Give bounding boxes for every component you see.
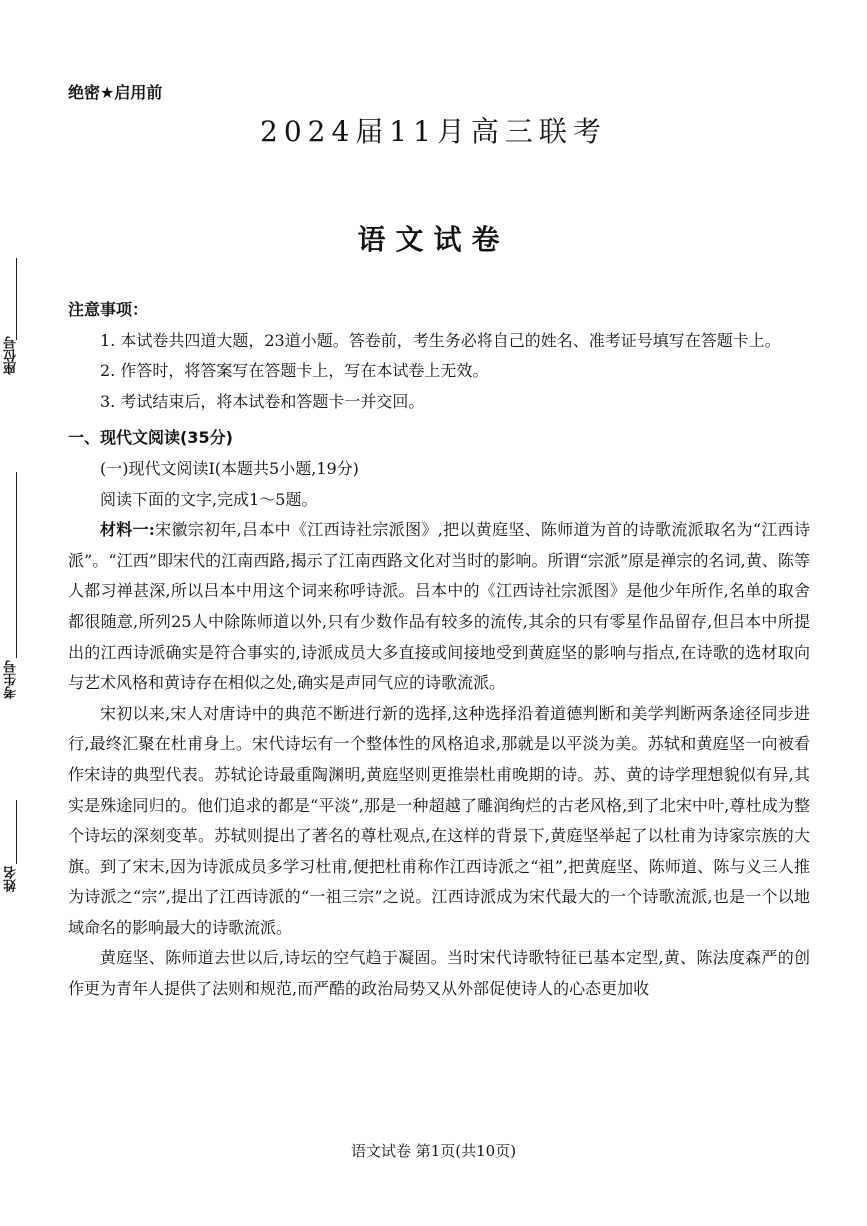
material-label: 材料一: xyxy=(100,520,155,540)
material-paragraph: 宋初以来,宋人对唐诗中的典范不断进行新的选择,这种选择沿着道德判断和美学判断两条途径同步进行,最终汇聚在杜甫身上。宋代诗坛有一个整体性的风格追求,那就是以平淡为美。苏轼和黄庭坚一向被看作宋诗的典型代表。苏轼论诗最重陶渊明,黄庭坚则更推崇杜甫晚期的诗。苏、黄的诗学理想貌似有异,其实是殊途同归的。他们追求的都是“平淡”,那是一种超越了雕润绚烂的古老风格,到了北宋中叶,尊杜成为整个诗坛的深刻变革。苏轼则提出了著名的尊杜观点,在这样的背景下,黄庭坚举起了以杜甫为诗家宗族的大旗。到了宋末,因为诗派成员多学习杜甫,便把杜甫称作江西诗派之“祖”,把黄庭坚、陈师道、陈与义三人推为诗派之“宗”,提出了江西诗派的“一祖三宗”之说。江西诗派成为宋代最大的一个诗歌流派,也是一个以地域命名的影响最大的诗歌流派。 xyxy=(68,703,810,937)
subject-title: 语文试卷 xyxy=(357,223,510,256)
examinee-number-label: 考生号 xyxy=(4,660,19,699)
page-footer: 语文试卷 第1页(共10页) xyxy=(350,1142,517,1160)
name-label: 姓名 xyxy=(4,866,19,892)
seat-number-label: 座位号 xyxy=(4,336,19,375)
name-line xyxy=(16,800,17,864)
notice-heading: 注意事项： xyxy=(68,300,149,319)
secret-label: 绝密★启用前 xyxy=(68,83,163,102)
notice-item: 2. 作答时，将答案写在答题卡上，写在本试卷上无效。 xyxy=(100,361,489,381)
exam-content xyxy=(68,295,810,1005)
exam-title: 2024届11月高三联考 xyxy=(260,115,607,148)
notice-item: 1. 本试卷共四道大题，23道小题。答卷前，考生务必将自己的姓名、准考证号填写在答题卡上。 xyxy=(100,330,781,350)
paragraph-text: 宋徽宗初年,吕本中《江西诗社宗派图》,把以黄庭坚、陈师道为首的诗歌流派取名为“江西诗派”。“江西”即宋代的江南西路,揭示了江南西路文化对当时的影响。所谓“宗派”原是禅宗的名词,黄、陈等人都习禅甚深,所以吕本中用这个词来称呼诗派。吕本中的《江西诗社宗派图》是他少年所作,名单的取舍都很随意,所列25人中除陈师道以外,只有少数作品有较多的流传,其余的只有零星作品留存,但吕本中所提出的江西诗派确实是符合事实的,诗派成员大多直接或间接地受到黄庭坚的影响与指点,在诗歌的选材取向与艺术风格和黄诗存在相似之处,确实是声同气应的诗歌流派。 xyxy=(68,520,810,693)
material-paragraph: 黄庭坚、陈师道去世以后,诗坛的空气趋于凝固。当时宋代诗歌特征已基本定型,黄、陈法度森严的创作更为青年人提供了法则和规范,而严酷的政治局势又从外部促使诗人的心态更加收 xyxy=(68,948,810,999)
seat-number-line xyxy=(16,258,17,340)
reading-instruction: 阅读下面的文字,完成1～5题。 xyxy=(100,489,318,509)
material-paragraph xyxy=(68,515,810,699)
section-subheading: (一)现代文阅读Ⅰ(本题共5小题,19分) xyxy=(100,458,359,478)
section-heading: 一、现代文阅读(35分) xyxy=(68,428,233,448)
notice-item: 3. 考试结束后，将本试卷和答题卡一并交回。 xyxy=(100,391,425,411)
examinee-number-line xyxy=(16,472,17,658)
